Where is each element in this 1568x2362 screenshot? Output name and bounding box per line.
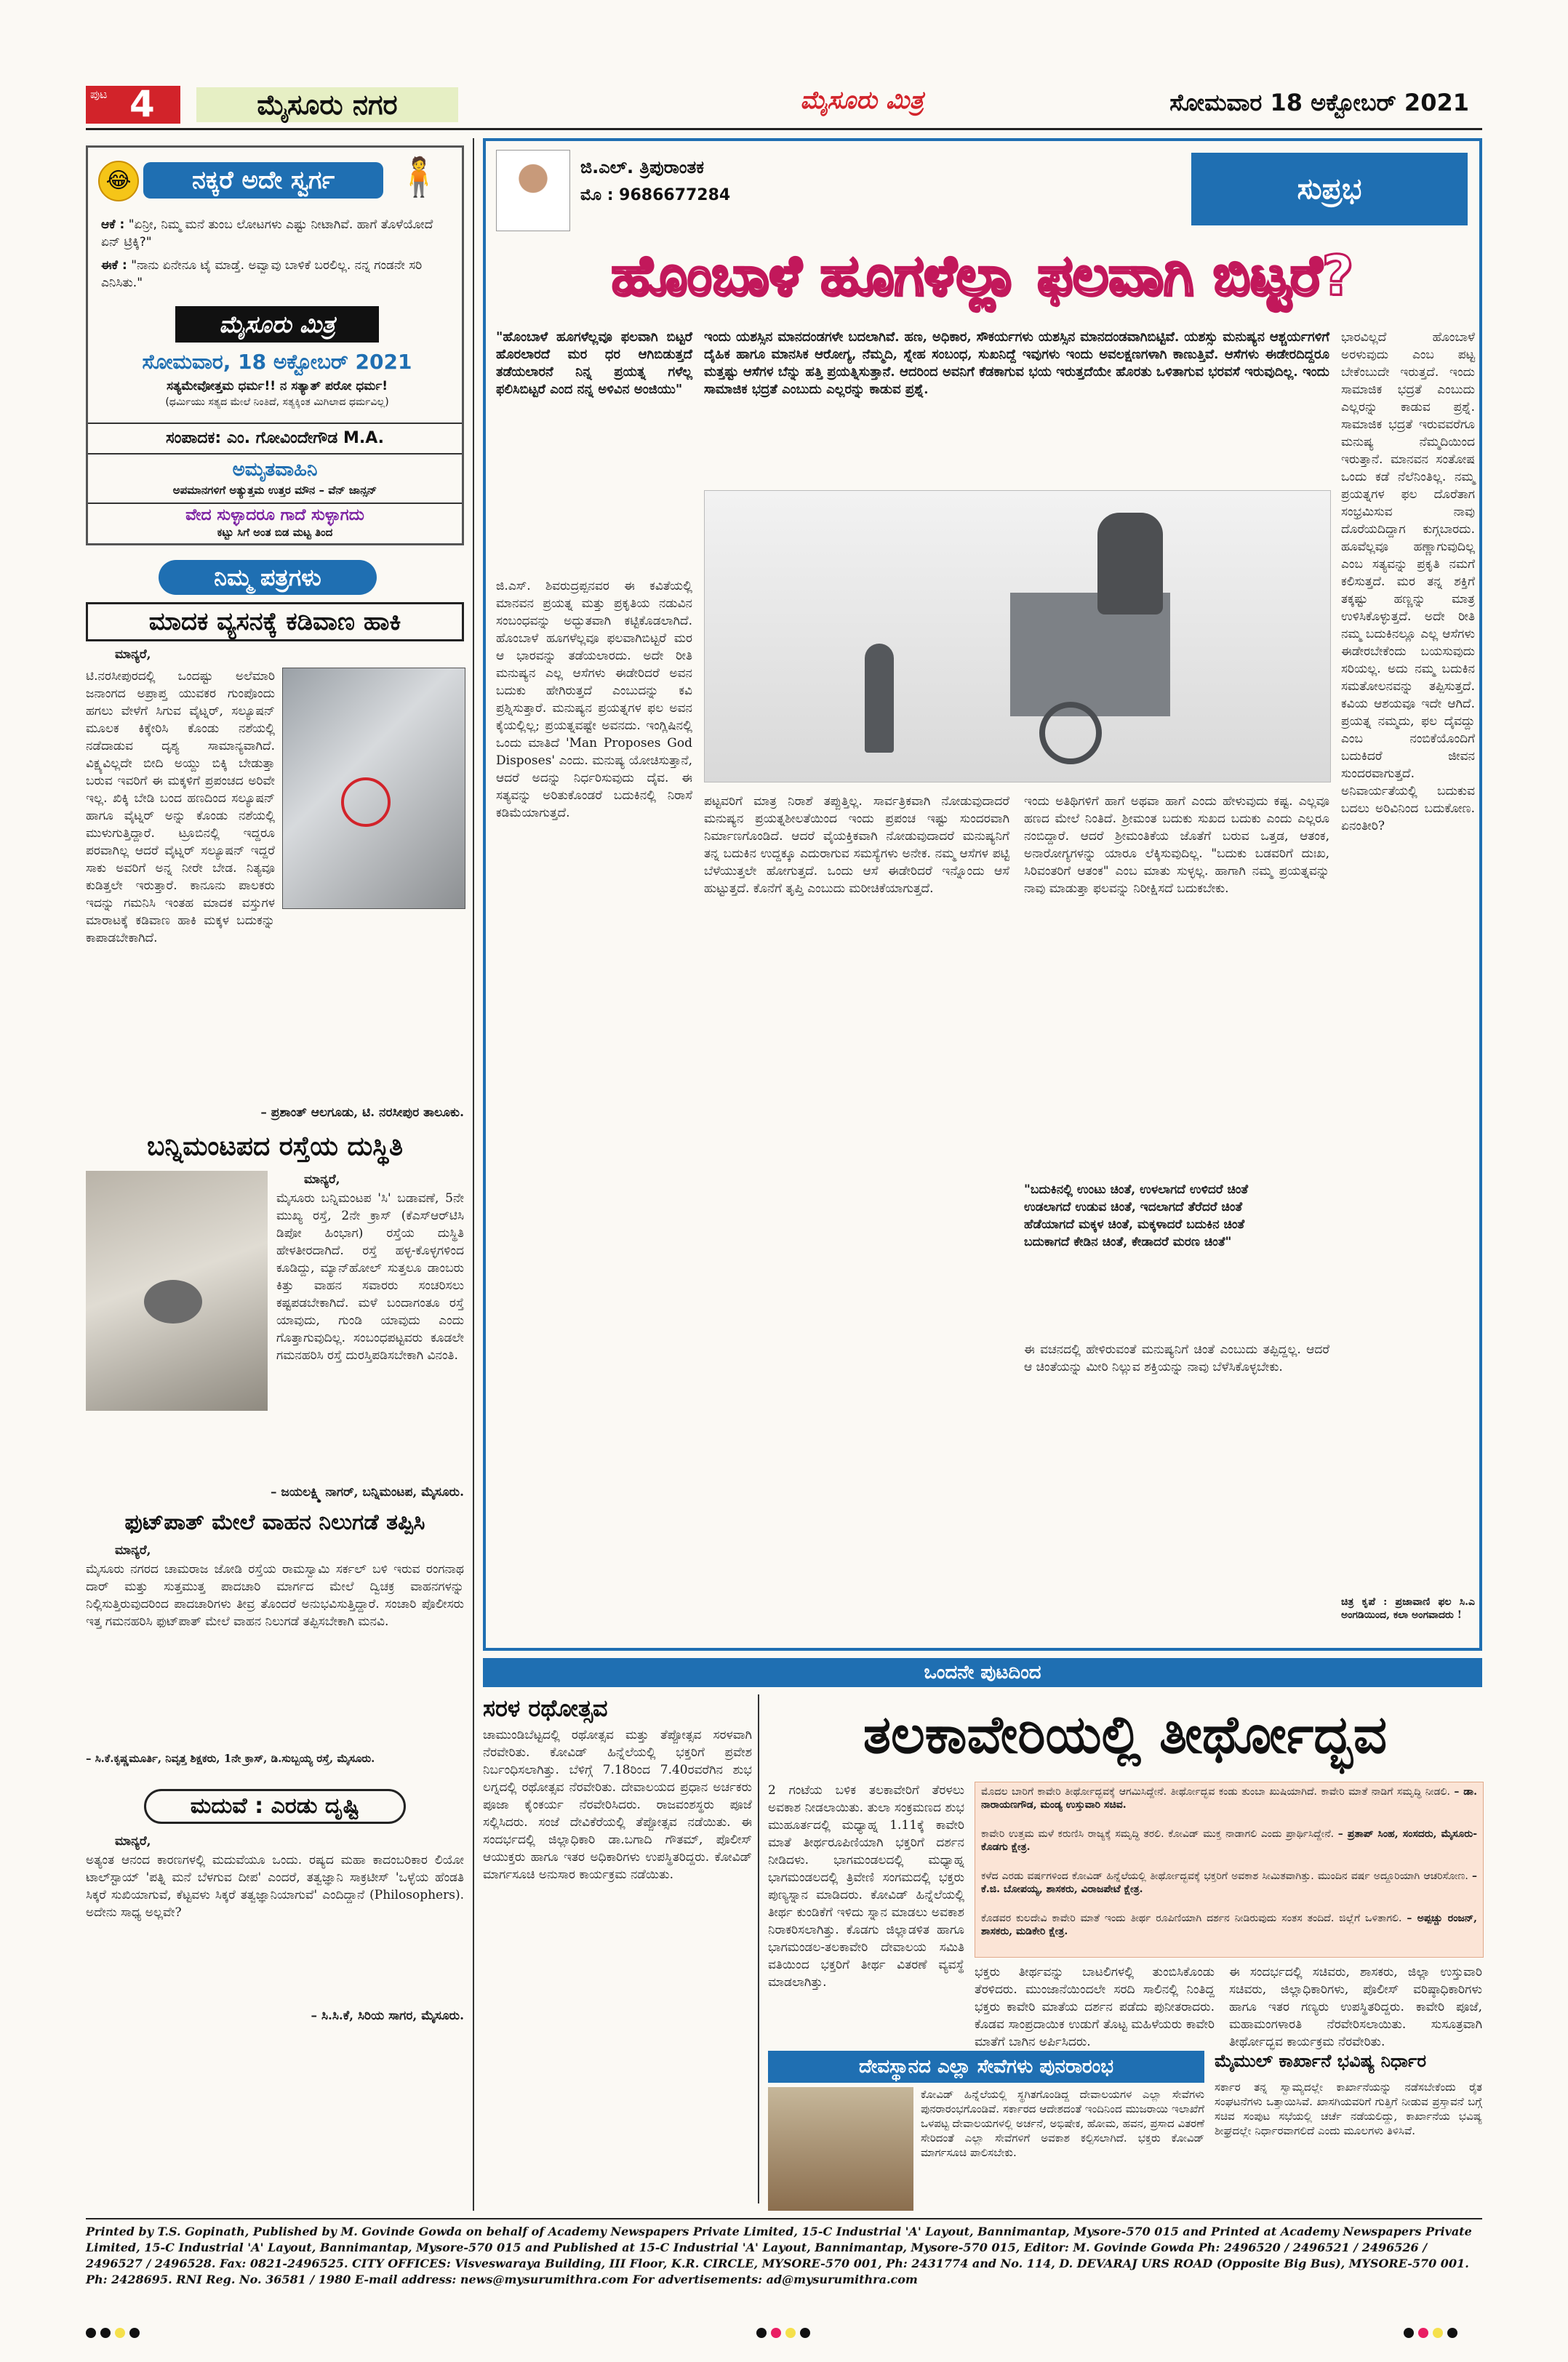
quote-1-text: ಮೊದಲ ಬಾರಿಗೆ ಕಾವೇರಿ ತೀರ್ಥೋದ್ಭವಕ್ಕೆ ಆಗಮಿಸಿದ್ದೇನೆ. ತೀರ್ಥೋದ್ಭವ ಕಂಡು ತುಂಬಾ ಖುಷಿಯಾಗಿದೆ. ಕಾವೇರಿ ಮಾತೆ ನಾಡಿಗೆ ಸಮೃದ್ಧಿ ನೀಡಲಿ. (981, 1786, 1450, 1798)
scarecrow-icon: 🧍 (395, 156, 443, 199)
registration-dots-left (86, 2327, 140, 2341)
quote-1-by: – ಡಾ. ನಾರಾಯಣಗೌಡ, ಮಂಡ್ಯ ಉಸ್ತುವಾರಿ ಸಚಿವ. (981, 1786, 1477, 1811)
masthead (0, 0, 1568, 124)
letter-2-photo (86, 1171, 268, 1411)
quote-2 (981, 1827, 1477, 1868)
quote-4-text: ಕೊಡವರ ಕುಲದೇವಿ ಕಾವೇರಿ ಮಾತೆ ಇಂದು ತೀರ್ಥ ರೂಪಿಣಿಯಾಗಿ ದರ್ಶನ ನೀಡಿರುವುದು ಸಂತಸ ತಂದಿದೆ. ಜಿಲ್ಲೆಗೆ ಒಳಿತಾಗಲಿ. (981, 1913, 1402, 1924)
column-footnote: ಚಿತ್ರ ಕೃಪೆ : ಪ್ರಜಾವಾಣಿ ಫಲ ಸಿ.ಎ ಅಂಗಡಿಯಿಂದ, ಕಲಾ ಅಂಗವಾದರು ! (1341, 1596, 1475, 1621)
sidebar-editor: ಸಂಪಾದಕ: ಎಂ. ಗೋವಿಂದೇಗೌಡ M.A. (88, 423, 462, 455)
joke-speaker-1: ಆಕೆ : (101, 217, 125, 232)
side-divider (758, 1694, 759, 2203)
quote-line-3: ಹೆಡೆಯಾಗದೆ ಮಕ್ಕಳ ಚಿಂತೆ, ಮಕ್ಕಳಾದರೆ ಬದುಕಿನ ಚಿಂತೆ (1024, 1217, 1245, 1232)
talakaveri-body-3: ಈ ಸಂದರ್ಭದಲ್ಲಿ ಸಚಿವರು, ಶಾಸಕರು, ಜಿಲ್ಲಾ ಉಸ್ತುವಾರಿ ಸಚಿವರು, ಜಿಲ್ಲಾಧಿಕಾರಿಗಳು, ಪೊಲೀಸ್ ವರಿಷ್ಠಾಧಿಕಾರಿಗಳು ಹಾಗೂ ಇತರ ಗಣ್ಯರು ಉಪಸ್ಥಿತರಿದ್ದರು. ಕಾವೇರಿ ಪೂಜೆ, ಮಹಾಮಂಗಳಾರತಿ ನೆರವೇರಿಸಲಾಯಿತು. ಸುಸೂತ್ರವಾಗಿ ತೀರ್ಥೋದ್ಭವ ಕಾರ್ಯಕ್ರಮ ನೆರವೇರಿತು. (1229, 1965, 1482, 2049)
imprint-rule (86, 2218, 1482, 2219)
page-label: ಪುಟ (90, 87, 108, 101)
columnist-name: ಜಿ.ಎಲ್. ತ್ರಿಪುರಾಂತಕ (580, 157, 705, 177)
letter-4-salutation: ಮಾನ್ಯರೆ, (115, 1834, 151, 1849)
column-p2: ಪಟ್ಟವರಿಗೆ ಮಾತ್ರ ನಿರಾಶೆ ತಪ್ಪುತ್ತಿಲ್ಲ. ಸಾರ್ವತ್ರಿಕವಾಗಿ ನೋಡುವುದಾದರೆ ಮನುಷ್ಯನ ಪ್ರಯತ್ನಶೀಲತೆಯಿಂದ ಇಂದು ಪ್ರಪಂಚ ಇಷ್ಟು ಸುಂದರವಾಗಿ ನಿರ್ಮಾಣಗೊಂಡಿದೆ. ಆದರೆ ವೈಯಕ್ತಿಕವಾಗಿ ನೋಡುವುದಾದರೆ ಮನುಷ್ಯನಿಗೆ ತನ್ನ ಬದುಕಿನ ಉದ್ದಕ್ಕೂ ಎದುರಾಗುವ ಸಮಸ್ಯೆಗಳು ಅನೇಕ. ನಮ್ಮ ಆಸೆಗಳ ಪಟ್ಟಿ ಬೆಳೆಯುತ್ತಲೇ ಹೋಗುತ್ತದೆ. ಒಂದು ಆಸೆ ಈಡೇರಿದರೆ ಇನ್ನೊಂದು ಆಸೆ ಹುಟ್ಟುತ್ತದೆ. ಕೊನೆಗೆ ತೃಪ್ತಿ ಎಂಬುದು ಮರೀಚಿಕೆಯಾಗುತ್ತದೆ. (704, 794, 1009, 896)
intro-bold: ಇಂದು ಯಶಸ್ಸಿನ ಮಾನದಂಡಗಳೇ ಬದಲಾಗಿವೆ. ಹಣ, ಅಧಿಕಾರ, ಸೌಕರ್ಯಗಳು ಯಶಸ್ಸಿನ ಮಾನದಂಡವಾಗಿಬಿಟ್ಟಿವೆ. ಯಶಸ್ಸು ಮನುಷ್ಯನ ಆಶ್ಚರ್ಯಗಳಿಗೆ ದೈಹಿಕ ಹಾಗೂ ಮಾನಸಿಕ ಆರೋಗ್ಯ, ನೆಮ್ಮದಿ, ಸ್ನೇಹ ಸಂಬಂಧ, ಸುಖನಿದ್ದೆ ಇವುಗಳು ಇಂದು ಅವಲಕ್ಷಣಗಳಾಗಿ ಕಾಣುತ್ತಿವೆ. ಆಸೆಗಳು ಈಡೇರದಿದ್ದರೂ ಮತ್ತಷ್ಟು ಆಸೆಗಳ ಬೆನ್ನು ಹತ್ತಿ ಪ್ರಯತ್ನಿಸುತ್ತಾನೆ. ಆದರಿಂದ ಅವನಿಗೆ ಕೆಡಕಾಗುವ ಭಯ ಇರುತ್ತದೆಯೇ ಹೊರತು ಒಳಿತಾಗುವ ಭರವಸೆ ಇರುವುದಿಲ್ಲ. ಇಂದು ಸಾಮಾಜಿಕ ಭದ್ರತೆ ಎಂಬುದು ಎಲ್ಲರನ್ನು ಕಾಡುವ ಪ್ರಶ್ನೆ. (704, 329, 1329, 397)
letter-2-title: ಬನ್ನಿಮಂಟಪದ ರಸ್ತೆಯ ದುಸ್ಥಿತಿ (146, 1132, 404, 1161)
laugh-icon: 😂 (98, 161, 139, 201)
temple-title: ದೇವಸ್ಥಾನದ ಎಲ್ಲಾ ಸೇವೆಗಳು ಪುನರಾರಂಭ (768, 2051, 1204, 2083)
letter-1-body-b (86, 916, 464, 1098)
column-p3: ಇಂದು ಅತಿಥಿಗಳಿಗೆ ಹಾಗೆ ಅಥವಾ ಹಾಗೆ ಎಂದು ಹೇಳುವುದು ಕಷ್ಟ. ಎಲ್ಲವೂ ಹಣದ ಮೇಲೆ ನಿಂತಿದೆ. ಶ್ರೀಮಂತ ಬದುಕು ಸುಖದ ಬದುಕು ಎಂದು ಎಲ್ಲರೂ ನಂಬಿದ್ದಾರೆ. ಆದರೆ ಶ್ರೀಮಂತಿಕೆಯ ಜೊತೆಗೆ ಬರುವ ಒತ್ತಡ, ಆತಂಕ, ಅನಾರೋಗ್ಯಗಳನ್ನು ಯಾರೂ ಲೆಕ್ಕಿಸುವುದಿಲ್ಲ. "ಬದುಕು ಬಡವರಿಗೆ ದುಃಖ, ಸಿರಿವಂತರಿಗೆ ಆತಂಕ" ಎಂಬ ಮಾತು ಸುಳ್ಳಲ್ಲ. ಹಾಗಾಗಿ ನಮ್ಮ ಪ್ರಯತ್ನವನ್ನು ನಾವು ಮಾಡುತ್ತಾ ಫಲವನ್ನು ನಿರೀಕ್ಷಿಸದೆ ಬದುಕಬೇಕು. (1024, 794, 1329, 896)
joke-speaker-2: ಈಕೆ : (101, 258, 127, 273)
letter-3-body: ಮೈಸೂರು ನಗರದ ಚಾಮರಾಜ ಜೋಡಿ ರಸ್ತೆಯ ರಾಮಸ್ವಾಮಿ ಸರ್ಕಲ್ ಬಳಿ ಇರುವ ರಂಗನಾಥ ದಾರ್ ಮತ್ತು ಸುತ್ತಮುತ್ತ ಪಾದಚಾರಿ ಮಾರ್ಗದ ಮೇಲೆ ದ್ವಿಚಕ್ರ ವಾಹನಗಳನ್ನು ನಿಲ್ಲಿಸುತ್ತಿರುವುದರಿಂದ ಪಾದಚಾರಿಗಳು ತೀವ್ರ ತೊಂದರೆ ಅನುಭವಿಸುತ್ತಿದ್ದಾರೆ. ಸಂಚಾರಿ ಪೊಲೀಸರು ಇತ್ತ ಗಮನಹರಿಸಿ ಫುಟ್‌ಪಾತ್ ಮೇಲೆ ವಾಹನ ನಿಲುಗಡೆ ತಪ್ಪಿಸಬೇಕಾಗಿ ಮನವಿ. (86, 1562, 464, 1629)
sidebar-box (86, 145, 464, 545)
letter-1-body-a: ಟಿ.ನರಸೀಪುರದಲ್ಲಿ ಒಂದಷ್ಟು ಅಲೆಮಾರಿ ಜನಾಂಗದ ಅಪ್ರಾಪ್ತ ಯುವಕರ ಗುಂಪೊಂದು ಹಗಲು ವೇಳೆಗೆ ಸಿಗುವ ವೈಟ್ನರ್, ಸಲ್ಯೂಷನ್ ಮೂಲಕ ಕಿಕ್ಕೇರಿಸಿ ಕೊಂಡು ನಶೆಯಲ್ಲಿ ನಡೆದಾಡುವ ದೃಶ್ಯ ಸಾಮಾನ್ಯವಾಗಿದೆ. ವಿಕ್ಷ್ಯವಿಲ್ಲದೇ ಬೀದಿ ಅಯ್ದು ಬಿಕ್ಕಿ ಬೇಡುತ್ತಾ ಬರುವ ಇವರಿಗೆ ಈ ಮಕ್ಕಳಿಗೆ ಪ್ರಪಂಚದ ಅರಿವೇ ಇಲ್ಲ. ಖಿಕ್ಕಿ ಬೇಡಿ ಬಂದ ಹಣದಿಂದ ಸಲ್ಯೂಷನ್ ಹಾಗೂ ವೈಟ್ನರ್ ಅನ್ನು ಕೊಂಡು ನಶೆಯಲ್ಲಿ ಮುಳುಗುತ್ತಿದ್ದಾರೆ. ಟ್ರೂಬಿನಲ್ಲಿ ಇದ್ದರೂ ಪರವಾಗಿಲ್ಲ ಆದರೆ ವೈಟ್ನರ್ ಸಲ್ಯೂಷನ್ ಇದ್ದರೆ ಸಾಕು ಅವರಿಗೆ ಅನ್ನ ನೀರೇ ಬೇಡ. ನಿತ್ಯವೂ ಕುಡಿತ್ತಲೇ ಇರುತ್ತಾರೆ. ಕಾನೂನು ಪಾಲಕರು ಇದನ್ನು ಗಮನಿಸಿ ಇಂತಹ ಮಾದಕ ವಸ್ತುಗಳ ಮಾರಾಟಕ್ಕೆ ಕಡಿವಾಣ ಹಾಕಿ ಮಕ್ಕಳ ಬದುಕನ್ನು ಕಾಪಾಡಬೇಕಾಗಿದೆ. (86, 669, 275, 945)
quote-4-by: – ಅಪ್ಪಚ್ಚು ರಂಜನ್, ಶಾಸಕರು, ಮಡಿಕೇರಿ ಕ್ಷೇತ್ರ. (981, 1913, 1478, 1937)
paper-logo: ಮೈಸೂರು ಮಿತ್ರ (800, 86, 924, 115)
letter-2-body: ಮೈಸೂರು ಬನ್ನಿಮಂಟಪ 'ಸಿ' ಬಡಾವಣೆ, 5ನೇ ಮುಖ್ಯ ರಸ್ತೆ, 2ನೇ ಕ್ರಾಸ್ (ಕೆಎಸ್‌ಆರ್‌ಟಿಸಿ ಡಿಪೋ ಹಿಂಭಾಗ) ರಸ್ತೆಯ ದುಸ್ಥಿತಿ ಹೇಳತೀರದಾಗಿದೆ. ರಸ್ತೆ ಹಳ್ಳ-ಕೊಳ್ಳಗಳಿಂದ ಕೂಡಿದ್ದು, ಮ್ಯಾನ್‌ಹೋಲ್ ಸುತ್ತಲೂ ಡಾಂಬರು ಕಿತ್ತು ವಾಹನ ಸವಾರರು ಸಂಚರಿಸಲು ಕಷ್ಟಪಡಬೇಕಾಗಿದೆ. ಮಳೆ ಬಂದಾಗಂತೂ ರಸ್ತೆ ಯಾವುದು, ಗುಂಡಿ ಯಾವುದು ಎಂದು ಗೊತ್ತಾಗುವುದಿಲ್ಲ. ಸಂಬಂಧಪಟ್ಟವರು ಕೂಡಲೇ ಗಮನಹರಿಸಿ ರಸ್ತೆ ದುರಸ್ತಿಪಡಿಸಬೇಕಾಗಿ ವಿನಂತಿ. (276, 1191, 464, 1363)
registration-dots-right (1404, 2327, 1457, 2341)
quote-3-by: – ಕೆ.ಜಿ. ಬೋಪಯ್ಯ, ಶಾಸಕರು, ವಿರಾಜಪೇಟೆ ಕ್ಷೇತ್ರ. (981, 1870, 1478, 1895)
column-p1: ಜಿ.ಎಸ್. ಶಿವರುದ್ರಪ್ಪನವರ ಈ ಕವಿತೆಯಲ್ಲಿ ಮಾನವನ ಪ್ರಯತ್ನ ಮತ್ತು ಪ್ರಕೃತಿಯ ನಡುವಿನ ಸಂಬಂಧವನ್ನು ಅದ್ಭುತವಾಗಿ ಕಟ್ಟಿಕೊಡಲಾಗಿದೆ. ಹೊಂಬಾಳೆ ಹೂಗಳೆಲ್ಲವೂ ಫಲವಾಗಿಬಿಟ್ಟರೆ ಮರ ಆ ಭಾರವನ್ನು ತಡೆಯಲಾರದು. ಅದೇ ರೀತಿ ಮನುಷ್ಯನ ಎಲ್ಲ ಆಸೆಗಳು ಈಡೇರಿದರೆ ಅವನ ಬದುಕು ಹೇಗಿರುತ್ತದೆ ಎಂಬುದನ್ನು ಕವಿ ಪ್ರಶ್ನಿಸುತ್ತಾರೆ. ಮನುಷ್ಯನ ಪ್ರಯತ್ನಗಳ ಫಲ ಅವನ ಕೈಯಲ್ಲಿಲ್ಲ; ಪ್ರಯತ್ನವಷ್ಟೇ ಅವನದು. ಇಂಗ್ಲಿಷಿನಲ್ಲಿ ಒಂದು ಮಾತಿದೆ 'Man Proposes God Disposes' ಎಂದು. ಮನುಷ್ಯ ಯೋಚಿಸುತ್ತಾನೆ, ಆದರೆ ಅದನ್ನು ನಿರ್ಧರಿಸುವುದು ದೈವ. ಈ ಸತ್ಯವನ್ನು ಅರಿತುಕೊಂಡರೆ ಬದುಕಿನಲ್ಲಿ ನಿರಾಸೆ ಕಡಿಮೆಯಾಗುತ್ತದೆ. (496, 579, 692, 820)
column-box (483, 138, 1482, 1651)
letter-3-title: ಫುಟ್‌ಪಾತ್ ಮೇಲೆ ವಾಹನ ನಿಲುಗಡೆ ತಪ್ಪಿಸಿ (124, 1510, 425, 1535)
joke-line-1 (101, 216, 450, 251)
quote-3 (981, 1870, 1477, 1910)
veda-text: ಕಟ್ಟು ಸಿಗೆ ಅಂತ ಬಿಡ ಮಟ್ಟ ತಿಂದ (217, 526, 333, 539)
letter-4-sign: – ಸಿ.ಸಿ.ಕೆ, ಸಿರಿಯ ಸಾಗರ, ಮೈಸೂರು. (311, 2009, 464, 2023)
donkey-shape (1097, 513, 1163, 614)
masthead-rule (86, 128, 1482, 130)
page-number-box (86, 83, 180, 125)
page-number: 4 (129, 83, 155, 125)
side-story-title: ಸರಳ ರಥೋತ್ಸವ (483, 1694, 608, 1722)
sidebar-paper-name: ಮೈಸೂರು ಮಿತ್ರ (175, 306, 379, 343)
amrutavahini-text: ಅಪಮಾನಗಳಿಗೆ ಅತ್ಯುತ್ತಮ ಉತ್ತರ ಮೌನ – ವೆನ್ ಜಾನ್ಸನ್ (172, 484, 377, 497)
karyane-body: ಸರ್ಕಾರ ತನ್ನ ಸ್ವಾಮ್ಯದಲ್ಲೇ ಕಾರ್ಖಾನೆಯನ್ನು ನಡೆಸಬೇಕೆಂದು ರೈತ ಸಂಘಟನೆಗಳು ಒತ್ತಾಯಿಸಿವೆ. ಖಾಸಗಿಯವರಿಗೆ ಗುತ್ತಿಗೆ ನೀಡುವ ಪ್ರಸ್ತಾವನೆ ಬಗ್ಗೆ ಸಚಿವ ಸಂಪುಟ ಸಭೆಯಲ್ಲಿ ಚರ್ಚೆ ನಡೆಯಲಿದ್ದು, ಕಾರ್ಖಾನೆಯ ಭವಿಷ್ಯ ಶೀಘ್ರದಲ್ಲೇ ನಿರ್ಧಾರವಾಗಲಿದೆ ಎಂದು ಮೂಲಗಳು ತಿಳಿಸಿವೆ. (1215, 2081, 1482, 2137)
illustration (704, 490, 1331, 782)
headline: ಹೊಂಬಾಳೆ ಹೂಗಳೆಲ್ಲಾ ಫಲವಾಗಿ ಬಿಟ್ಟರೆ? (611, 243, 1354, 308)
column-quote (1024, 1181, 1329, 1326)
man-silhouette (865, 644, 894, 753)
talakaveri-body-2: ಭಕ್ತರು ತೀರ್ಥವನ್ನು ಬಾಟಲಿಗಳಲ್ಲಿ ತುಂಬಿಸಿಕೊಂಡು ತೆರಳಿದರು. ಮುಂಜಾನೆಯಿಂದಲೇ ಸರದಿ ಸಾಲಿನಲ್ಲಿ ನಿಂತಿದ್ದ ಭಕ್ತರು ಕಾವೇರಿ ಮಾತೆಯ ದರ್ಶನ ಪಡೆದು ಪುನೀತರಾದರು. ಕೊಡವ ಸಾಂಪ್ರದಾಯಿಕ ಉಡುಗೆ ತೊಟ್ಟ ಮಹಿಳೆಯರು ಕಾವೇರಿ ಮಾತೆಗೆ ಬಾಗಿನ ಅರ್ಪಿಸಿದರು. (975, 1965, 1215, 2049)
sidebar-motto: ಸತ್ಯಮೇವೋತ್ತಮ ಧರ್ಮ!! ನ ಸತ್ಯಾತ್ ಪರೋ ಧರ್ಮ! (166, 379, 388, 393)
letter-1-title: ಮಾದಕ ವ್ಯಸನಕ್ಕೆ ಕಡಿವಾಣ ಹಾಕಿ (86, 602, 464, 641)
karyane-title: ಮೈಮುಲ್ ಕಾರ್ಖಾನೆ ಭವಿಷ್ಯ ನಿರ್ಧಾರ (1215, 2051, 1427, 2071)
pullquote: "ಹೊಂಬಾಳೆ ಹೂಗಳೆಲ್ಲವೂ ಫಲವಾಗಿ ಬಿಟ್ಟರೆ ಹೊರಲಾರದೆ ಮರ ಧರ ಆಗಿಬಿಡುತ್ತದೆ ತಡೆಯಲಾರನೆ ನಿನ್ನ ಪ್ರಯತ್ನ ಗಳೆಲ್ಲ ಫಲಿಸಿಬಿಟ್ಟರೆ ಎಂದ ನನ್ನ ಅಳಿವಿನ ಅಂಜಿಯು" (496, 329, 692, 397)
sidebar-paper-date: ಸೋಮವಾರ, 18 ಅಕ್ಟೋಬರ್ 2021 (142, 350, 412, 374)
column-divider (473, 138, 474, 2211)
quote-line-4: ಬದುಕಾಗದೆ ಕೇಡಿನ ಚಿಂತೆ, ಕೇಡಾದರೆ ಮರಣ ಚಿಂತೆ" (1024, 1235, 1232, 1249)
letter-4-body: ಅತ್ಯಂತ ಆನಂದ ಕಾರಣಗಳಲ್ಲಿ ಮದುವೆಯೂ ಒಂದು. ರಷ್ಯದ ಮಹಾ ಕಾದಂಬರಿಕಾರ ಲಿಯೋ ಟಾಲ್‌ಸ್ಟಾಯ್ 'ಪತ್ನಿ ಮನೆ ಬೆಳಗುವ ದೀಪ' ಎಂದರೆ, ತತ್ವಜ್ಞಾನಿ ಸಾಕ್ರಟೀಸ್ 'ಒಳ್ಳೆಯ ಹೆಂಡತಿ ಸಿಕ್ಕರೆ ಸುಖಿಯಾಗುವೆ, ಕೆಟ್ಟವಳು ಸಿಕ್ಕರೆ ತತ್ವಜ್ಞಾನಿಯಾಗುವೆ' ಎಂದಿದ್ದಾನೆ (Philosophers). ಅದೇನು ಸಾಧ್ಯ ಅಲ್ಲವೇ? (86, 1853, 464, 1920)
quote-line-2: ಉಡಲಾಗದೆ ಉಡುವ ಚಿಂತೆ, ಇದಲಾಗದೆ ತೆರೆದರೆ ಚಿಂತೆ (1024, 1200, 1243, 1214)
sidebar-motto-sub: (ಧರ್ಮಿಯು ಸತ್ಯದ ಮೇಲೆ ನಿಂತಿದೆ, ಸತ್ಯಕ್ಕಿಂತ ಮಿಗಿಲಾದ ಧರ್ಮವಿಲ್ಲ) (165, 396, 389, 408)
letter-1-photo (282, 668, 465, 909)
imprint: Printed by T.S. Gopinath, Published by M. Govinde Gowda on behalf of Academy Newspapers Private Limited, 15-C Industrial 'A' Layout, Bannimantap, Mysore-570 015 and Printed at Academy Newspapers Private Limited, 15-C Industrial 'A' Layout, Bannimantap, Mysore-570 015 and Published at 15-C Industrial 'A' Layout, Bannimantap, Mysore-570 015, Editor: M. Govinde Gowda Ph: 2496520 / 2496521 / 2496526 / 2496527 / 2496528. Fax: 0821-2496525. CITY OFFICES: Visveswaraya Building, III Floor, K.R. CIRCLE, MYSORE-570 001, Ph: 2431774 and No. 114, D. DEVARAJ URS ROAD (Opposite Big Bus), MYSORE-570 001. Ph: 2428695. RNI Reg. No. 36581 / 1980 E-mail address: news@mysurumithra.com For advertisements: ad@mysurumithra.com (86, 2225, 1472, 2286)
letters-header: ನಿಮ್ಮ ಪತ್ರಗಳು (159, 560, 377, 595)
column-p4: ಈ ವಚನದಲ್ಲಿ ಹೇಳಿರುವಂತೆ ಮನುಷ್ಯನಿಗೆ ಚಿಂತೆ ಎಂಬುದು ತಪ್ಪಿದ್ದಲ್ಲ. ಆದರೆ ಆ ಚಿಂತೆಯನ್ನು ಮೀರಿ ನಿಲ್ಲುವ ಶಕ್ತಿಯನ್ನು ನಾವು ಬೆಳೆಸಿಕೊಳ್ಳಬೇಕು. (1024, 1342, 1329, 1374)
quote-2-text: ಕಾವೇರಿ ಉತ್ತಮ ಮಳೆ ಕರುಣಿಸಿ ರಾಜ್ಯಕ್ಕೆ ಸಮೃದ್ಧಿ ತರಲಿ. ಕೋವಿಡ್ ಮುಕ್ತ ನಾಡಾಗಲಿ ಎಂದು ಪ್ರಾರ್ಥಿಸಿದ್ದೇನೆ. (981, 1828, 1335, 1840)
quote-2-by: – ಪ್ರತಾಪ್ ಸಿಂಹ, ಸಂಸದರು, ಮೈಸೂರು-ಕೊಡಗು ಕ್ಷೇತ್ರ. (981, 1828, 1478, 1853)
joke-line-2 (101, 257, 450, 292)
section-title: ಮೈಸೂರು ನಗರ (196, 87, 458, 122)
registration-dots-center (756, 2327, 810, 2341)
quote-3-text: ಕಳೆದ ಎರಡು ವರ್ಷಗಳಿಂದ ಕೋವಿಡ್ ಹಿನ್ನೆಲೆಯಲ್ಲಿ ತೀರ್ಥೋದ್ಭವಕ್ಕೆ ಭಕ್ತರಿಗೆ ಅವಕಾಶ ಸೀಮಿತವಾಗಿತ್ತು. ಮುಂದಿನ ವರ್ಷ ಅದ್ದೂರಿಯಾಗಿ ಆಚರಿಸೋಣ. (981, 1870, 1468, 1882)
cart-wheel-icon (1039, 702, 1102, 764)
quote-line-1: "ಬದುಕಿನಲ್ಲಿ ಉಂಟು ಚಿಂತೆ, ಉಳಲಾಗದೆ ಉಳಿದರೆ ಚಿಂತೆ (1024, 1182, 1249, 1197)
quote-1 (981, 1785, 1477, 1826)
highlight-circle (341, 777, 391, 827)
temple-body: ಕೋವಿಡ್ ಹಿನ್ನೆಲೆಯಲ್ಲಿ ಸ್ಥಗಿತಗೊಂಡಿದ್ದ ದೇವಾಲಯಗಳ ಎಲ್ಲಾ ಸೇವೆಗಳು ಪುನರಾರಂಭಗೊಂಡಿವೆ. ಸರ್ಕಾರದ ಆದೇಶದಂತೆ ಇಂದಿನಿಂದ ಮುಜರಾಯಿ ಇಲಾಖೆಗೆ ಒಳಪಟ್ಟ ದೇವಾಲಯಗಳಲ್ಲಿ ಅರ್ಚನೆ, ಅಭಿಷೇಕ, ಹೋಮ, ಹವನ, ಪ್ರಸಾದ ವಿತರಣೆ ಸೇರಿದಂತೆ ಎಲ್ಲಾ ಸೇವೆಗಳಿಗೆ ಅವಕಾಶ ಕಲ್ಪಿಸಲಾಗಿದೆ. ಭಕ್ತರು ಕೋವಿಡ್ ಮಾರ್ಗಸೂಚಿ ಪಾಲಿಸಬೇಕು. (921, 2088, 1204, 2159)
quotes-box (975, 1782, 1484, 1958)
masthead-date: ಸೋಮವಾರ 18 ಅಕ್ಟೋಬರ್ 2021 (1169, 89, 1469, 116)
quote-4 (981, 1912, 1477, 1953)
column-name: ಸುಪ್ರಭ (1191, 153, 1468, 225)
column-p5-top: ಭಾರವಿಲ್ಲದೆ ಹೊಂಬಾಳೆ ಅರಳುವುದು ಎಂಬ ಪಟ್ಟ ಬೇಕೆಂಬುದೇ ಇರುತ್ತದೆ. ಇಂದು ಸಾಮಾಜಿಕ ಭದ್ರತೆ ಎಂಬುದು ಎಲ್ಲರನ್ನು ಕಾಡುವ ಪ್ರಶ್ನೆ. ಸಾಮಾಜಿಕ ಭದ್ರತೆ ಇರುವವರೆಗೂ ಮನುಷ್ಯ ನೆಮ್ಮದಿಯಿಂದ ಇರುತ್ತಾನೆ. ಮಾನವನ ಸಂತೋಷ ಒಂದು ಕಡೆ ನೆಲೆನಿಂತಿಲ್ಲ. ನಮ್ಮ ಪ್ರಯತ್ನಗಳ ಫಲ ದೊರೆತಾಗ ಸಂಭ್ರಮಿಸುವ ನಾವು ದೊರೆಯದಿದ್ದಾಗ ಕುಗ್ಗಬಾರದು. ಹೂವೆಲ್ಲವೂ ಹಣ್ಣಾಗುವುದಿಲ್ಲ ಎಂಬ ಸತ್ಯವನ್ನು ಪ್ರಕೃತಿ ನಮಗೆ ಕಲಿಸುತ್ತದೆ. ಮರ ತನ್ನ ಶಕ್ತಿಗೆ ತಕ್ಕಷ್ಟು ಹಣ್ಣನ್ನು ಮಾತ್ರ ಉಳಿಸಿಕೊಳ್ಳುತ್ತದೆ. ಅದೇ ರೀತಿ ನಮ್ಮ ಬದುಕಿನಲ್ಲೂ ಎಲ್ಲ ಆಸೆಗಳು ಈಡೇರಬೇಕೆಂದು ಬಯಸುವುದು ಸರಿಯಲ್ಲ. ಅದು ನಮ್ಮ ಬದುಕಿನ ಸಮತೋಲನವನ್ನು ತಪ್ಪಿಸುತ್ತದೆ. ಕವಿಯ ಆಶಯವೂ ಇದೇ ಆಗಿದೆ. ಪ್ರಯತ್ನ ನಮ್ಮದು, ಫಲ ದೈವದ್ದು ಎಂಬ ನಂಬಿಕೆಯೊಂದಿಗೆ ಬದುಕಿದರೆ ಜೀವನ ಸುಂದರವಾಗುತ್ತದೆ. ಅನಿವಾರ್ಯತೆಯಲ್ಲಿ ಬದುಕುವ ಬದಲು ಅರಿವಿನಿಂದ ಬದುಕೋಣ. ಏನಂತೀರಿ? (1341, 330, 1475, 833)
letter-2-sign: – ಜಯಲಕ್ಷ್ಮಿ ನಾಗರ್, ಬನ್ನಿಮಂಟಪ, ಮೈಸೂರು. (271, 1485, 464, 1500)
letter-4-title: ಮದುವೆ : ಎರಡು ದೃಷ್ಟಿ (144, 1789, 406, 1824)
veda-title: ವೇದ ಸುಳ್ಳಾದರೂ ಗಾದೆ ಸುಳ್ಳಾಗದು (88, 503, 462, 527)
letter-1-sign: – ಪ್ರಶಾಂತ್ ಆಲಗೂಡು, ಟಿ. ನರಸೀಪುರ ತಾಲೂಕು. (260, 1105, 464, 1120)
columnist-photo (496, 150, 570, 231)
letter-1-salutation: ಮಾನ್ಯರೆ, (115, 647, 151, 662)
letter-3-sign: – ಸಿ.ಕೆ.ಕೃಷ್ಣಮೂರ್ತಿ, ನಿವೃತ್ತ ಶಿಕ್ಷಕರು, 1ನೇ ಕ್ರಾಸ್, ಡಿ.ಸುಬ್ಬಯ್ಯ ರಸ್ತೆ, ಮೈಸೂರು. (86, 1752, 375, 1765)
manhole-shape (144, 1280, 202, 1324)
side-story-body: ಚಾಮುಂಡಿಬೆಟ್ಟದಲ್ಲಿ ರಥೋತ್ಸವ ಮತ್ತು ತೆಪ್ಪೋತ್ಸವ ಸರಳವಾಗಿ ನೆರವೇರಿತು. ಕೋವಿಡ್ ಹಿನ್ನೆಲೆಯಲ್ಲಿ ಭಕ್ತರಿಗೆ ಪ್ರವೇಶ ನಿರ್ಬಂಧಿಸಲಾಗಿತ್ತು. ಬೆಳಿಗ್ಗೆ 7.18ರಿಂದ 7.40ರವರೆಗಿನ ಶುಭ ಲಗ್ನದಲ್ಲಿ ರಥೋತ್ಸವ ನೆರವೇರಿತು. ದೇವಾಲಯದ ಪ್ರಧಾನ ಅರ್ಚಕರು ಪೂಜಾ ಕೈಂಕರ್ಯ ನೆರವೇರಿಸಿದರು. ರಾಜವಂಶಸ್ಥರು ಪೂಜೆ ಸಲ್ಲಿಸಿದರು. ಸಂಜೆ ದೇವಿಕೆರೆಯಲ್ಲಿ ತೆಪ್ಪೋತ್ಸವ ನಡೆಯಿತು. ಈ ಸಂದರ್ಭದಲ್ಲಿ ಜಿಲ್ಲಾಧಿಕಾರಿ ಡಾ.ಬಗಾದಿ ಗೌತಮ್, ಪೊಲೀಸ್ ಆಯುಕ್ತರು ಹಾಗೂ ಇತರ ಅಧಿಕಾರಿಗಳು ಉಪಸ್ಥಿತರಿದ್ದರು. ಕೋವಿಡ್ ಮಾರ್ಗಸೂಚಿ ಅನುಸಾರ ಕಾರ್ಯಕ್ರಮ ನಡೆಯಿತು. (483, 1728, 752, 1882)
talakaveri-headline: ತಲಕಾವೇರಿಯಲ್ಲಿ ತೀರ್ಥೋದ್ಭವ (863, 1704, 1388, 1765)
letter-2-salutation: ಮಾನ್ಯರೆ, (304, 1172, 340, 1187)
joke-text-2: "ನಾನು ಏನೇನೂ ಟೈ ಮಾಡ್ತೆ. ಅವ್ವಾವು ಬಾಳಿಕೆ ಬರಲಿಲ್ಲ. ನನ್ನ ಗಂಡನೇ ಸರಿ ಎನಿಸಿತು." (101, 258, 423, 290)
continued-label: ಒಂದನೇ ಪುಟದಿಂದ (483, 1658, 1482, 1687)
talakaveri-body: 2 ಗಂಟೆಯ ಬಳಿಕ ತಲಕಾವೇರಿಗೆ ತೆರಳಲು ಅವಕಾಶ ನೀಡಲಾಯಿತು. ತುಲಾ ಸಂಕ್ರಮಣದ ಶುಭ ಮುಹೂರ್ತದಲ್ಲಿ ಮಧ್ಯಾಹ್ನ 1.11ಕ್ಕೆ ಕಾವೇರಿ ಮಾತೆ ತೀರ್ಥರೂಪಿಣಿಯಾಗಿ ಭಕ್ತರಿಗೆ ದರ್ಶನ ನೀಡಿದಳು. ಭಾಗಮಂಡಲದಲ್ಲಿ ಮಧ್ಯಾಹ್ನ ಭಾಗಮಂಡಲದಲ್ಲಿ ತ್ರಿವೇಣಿ ಸಂಗಮದಲ್ಲಿ ಭಕ್ತರು ಪುಣ್ಯಸ್ನಾನ ಮಾಡಿದರು. ಕೋವಿಡ್ ಹಿನ್ನೆಲೆಯಲ್ಲಿ ತೀರ್ಥ ಕುಂಡಿಕೆಗೆ ಇಳಿದು ಸ್ನಾನ ಮಾಡಲು ಅವಕಾಶ ನಿರಾಕರಿಸಲಾಗಿತ್ತು. ಕೊಡಗು ಜಿಲ್ಲಾಡಳಿತ ಹಾಗೂ ಭಾಗಮಂಡಲ-ತಲಕಾವೇರಿ ದೇವಾಲಯ ಸಮಿತಿ ವತಿಯಿಂದ ಭಕ್ತರಿಗೆ ತೀರ್ಥ ವಿತರಣೆ ವ್ಯವಸ್ಥೆ ಮಾಡಲಾಗಿತ್ತು. (768, 1783, 964, 1990)
columnist-phone: ಮೊ : 9686677284 (580, 186, 731, 204)
letters-section (86, 560, 464, 2356)
joke-text-1: "ಏನ್ರೀ, ನಿಮ್ಮ ಮನೆ ತುಂಬ ಲೋಟಗಳು ಎಷ್ಟು ನೀಟಾಗಿವೆ. ಹಾಗೆ ತೊಳೆಯೋದೆ ಏನ್ ಟ್ರಿಕ್ಕಿ?" (101, 217, 433, 249)
temple-photo (768, 2087, 913, 2211)
joke-title: ನಕ್ಕರೆ ಅದೇ ಸ್ವರ್ಗ (143, 162, 383, 199)
letter-3-salutation: ಮಾನ್ಯರೆ, (115, 1543, 151, 1558)
amrutavahini-title: ಅಮೃತವಾಹಿನಿ (232, 459, 318, 481)
